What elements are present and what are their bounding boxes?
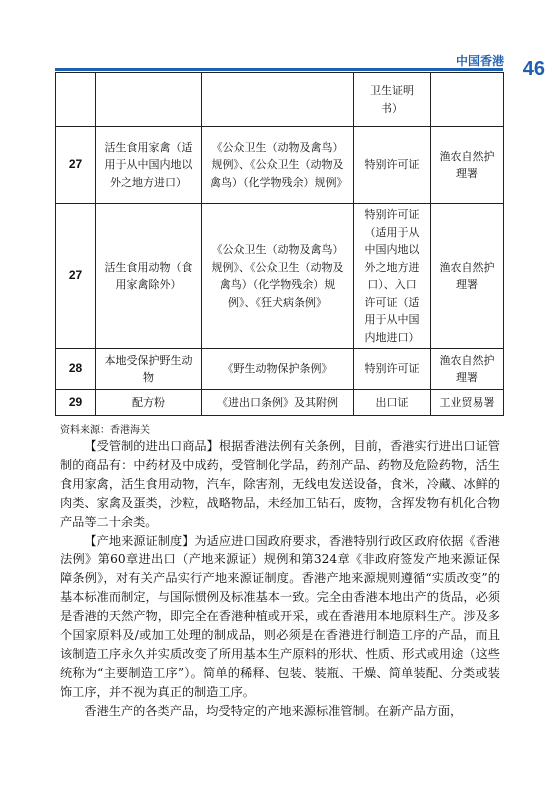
table-row [56,127,504,204]
table-row [56,349,504,390]
commodity-cell: 活生食用动物（食用家禽除外） [96,204,202,349]
authority-cell: 渔农自然护理署 [431,204,504,349]
row-number: 27 [56,204,96,349]
legislation-cell: 《进出口条例》及其附例 [202,390,354,416]
header-region-label: 中国香港 [455,54,504,68]
header-divider [55,68,503,71]
authority-cell: 渔农自然护理署 [431,127,504,204]
paragraph-controlled-goods: 【受管制的进出口商品】根据香港法例有关条例，目前，香港实行进出口证管制的商品有：中药材及中成药，受管制化学品，药剂产品、药物及危险药物，活生食用家禽，活生食用动物，汽车，除害剂，无线电发送设备，食米，冷藏、冰鲜的肉类、家禽及蛋类，沙粒，战略物品，未经加工钻石，废物，含挥发物有机化合物产品等二十余类。 [60,439,500,529]
regulation-table [55,72,504,416]
commodity-cell: 活生食用家禽（适用于从中国内地以外之地方进口） [96,127,202,204]
source-note: 资料来源：香港海关 [60,425,150,436]
legislation-cell: 《野生动物保护条例》 [202,349,354,390]
row-number: 28 [56,349,96,390]
permit-cell: 特别许可证 [354,349,431,390]
commodity-cell: 配方粉 [96,390,202,416]
page-number: 46 [522,58,545,80]
legislation-cell [202,73,354,127]
permit-cell: 出口证 [354,390,431,416]
paragraph-origin-rules: 香港生产的各类产品，均受特定的产地来源标准管制。在新产品方面， [84,703,463,718]
permit-cell: 特别许可证（适用于从中国内地以外之地方进口）、入口许可证（适用于从中国内地进口） [354,204,431,349]
permit-cell: 卫生证明书） [354,73,431,127]
row-number: 27 [56,127,96,204]
authority-cell: 渔农自然护理署 [431,349,504,390]
row-number: 29 [56,390,96,416]
paragraph-origin-certificate: 【产地来源证制度】为适应进口国政府要求，香港特别行政区政府依据《香港法例》第60章进出口（产地来源证）规例和第324章《非政府签发产地来源证保障条例》，对有关产品实行产地来源证制度。香港产地来源规则遵循“实质改变”的基本标准而制定，与国际惯例及标准基本一致。完全由香港本地出产的货品，必须是香港的天然产物，即完全在香港种植或开采，或在香港用本地原料生产。涉及多个国家原料及/或加工处理的制成品，则必须是在香港进行制造工序的产品，而且该制造工序永久并实质改变了所用基本生产原料的形状、性质、形式或用途（这些统称为“主要制造工序”）。简单的稀释、包装、装瓶、干燥、简单装配、分类或装饰工序，并不视为真正的制造工序。 [60,533,500,699]
permit-cell: 特别许可证 [354,127,431,204]
authority-cell [431,73,504,127]
legislation-cell: 《公众卫生（动物及禽鸟）规例》、《公众卫生（动物及禽鸟）（化学物残余）规例》、《狂犬病条例》 [202,204,354,349]
table-row [56,73,504,127]
authority-cell: 工业贸易署 [431,390,504,416]
legislation-cell: 《公众卫生（动物及禽鸟）规例》、《公众卫生（动物及禽鸟）（化学物残余）规例》 [202,127,354,204]
commodity-cell: 本地受保护野生动物 [96,349,202,390]
commodity-cell [96,73,202,127]
row-number [56,73,96,127]
table-row [56,390,504,416]
body-text [60,437,500,721]
table-row [56,204,504,349]
